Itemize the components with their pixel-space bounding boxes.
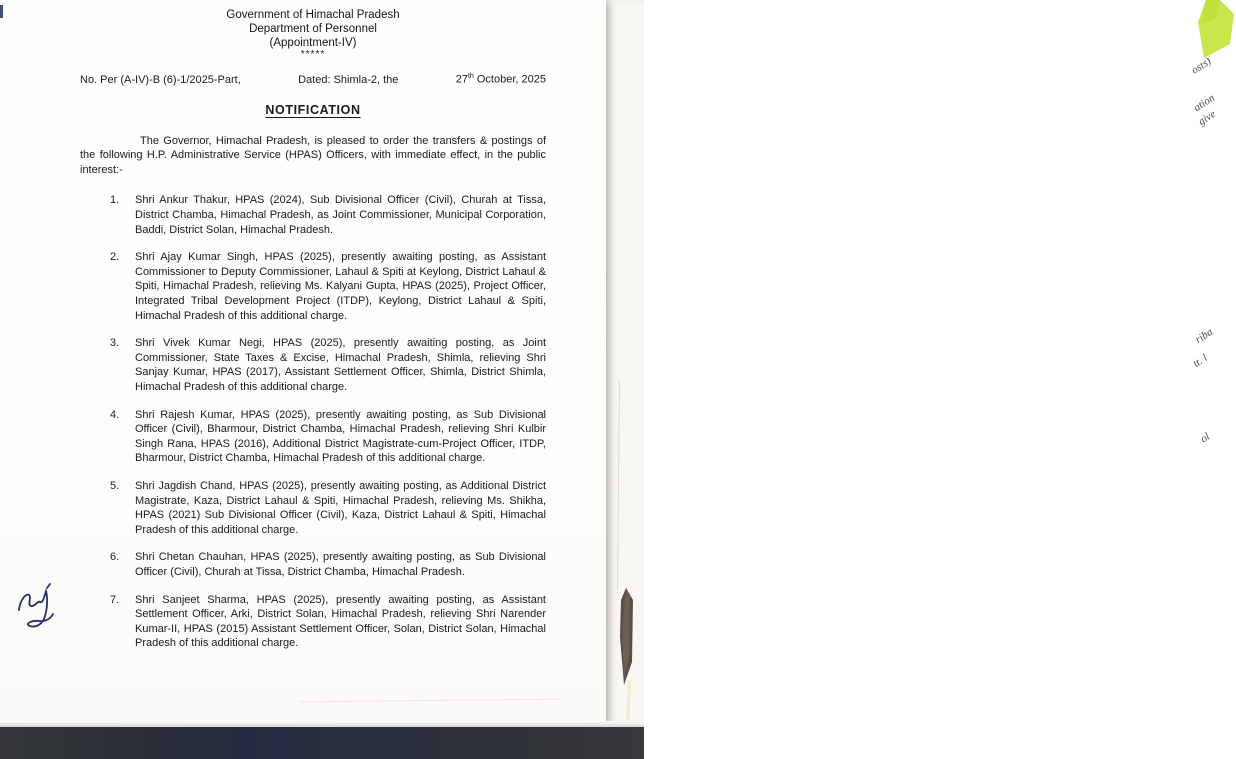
page-behind-text-fragment: riba: [1193, 325, 1216, 347]
page-behind-text-fragment: give: [1196, 107, 1219, 129]
page-behind-text-fragment: ation: [1191, 91, 1218, 115]
list-item-text: Shri Ajay Kumar Singh, HPAS (2025), presently awaiting posting, as Assistant Commissioner to Deputy Commissioner, Lahaul & Spiti at Keylong, District Lahaul & Spiti, Himachal Pradesh, relieving Ms. Kalyani Gupta, HPAS (2025), Project Officer, Integrated Tribal Development Project (ITDP), Keylong, District Lahaul & Spiti, Himachal Pradesh of this additional charge.: [135, 251, 546, 322]
list-item-text: Shri Ankur Thakur, HPAS (2024), Sub Divisional Officer (Civil), Churah at Tissa, District Chamba, Himachal Pradesh, as Joint Commissioner, Municipal Corporation, Baddi, District Solan, Himachal Pradesh.: [135, 194, 546, 236]
signature-ink: [12, 580, 66, 638]
list-item: [80, 593, 546, 651]
list-item: [80, 193, 546, 237]
desk-surface: [0, 727, 644, 759]
document-body: [80, 8, 546, 664]
notification-heading-wrap: [80, 101, 546, 119]
list-item-number: 1.: [110, 194, 120, 207]
list-item: [80, 550, 546, 579]
page-bottom-shadow: [300, 699, 560, 707]
notification-heading: NOTIFICATION: [265, 102, 361, 117]
list-item-number: 4.: [110, 408, 120, 421]
org-title: Government of Himachal Pradesh: [226, 9, 400, 21]
section-title: (Appointment-IV): [269, 37, 357, 49]
corner-mark: [0, 5, 3, 18]
sticky-tab: [1196, 0, 1236, 62]
list-item-number: 2.: [110, 251, 120, 264]
list-item-text: Shri Vivek Kumar Negi, HPAS (2025), presently awaiting posting, as Joint Commissioner, State Taxes & Excise, Himachal Pradesh, Shimla, relieving Shri Sanjay Kumar, HPAS (2017), Assistant Settlement Officer, Shimla, District Shimla, Himachal Pradesh of this additional charge.: [135, 337, 546, 393]
page-behind-text-fragment: ol: [1198, 430, 1213, 446]
page-behind-text-fragment: tt. l: [1190, 351, 1210, 371]
list-item-text: Shri Chetan Chauhan, HPAS (2025), presently awaiting posting, as Sub Divisional Officer (Civil), Churah at Tissa, District Chamba, Himachal Pradesh.: [135, 551, 546, 578]
list-item-number: 5.: [110, 479, 120, 492]
list-item-text: Shri Jagdish Chand, HPAS (2025), presently awaiting posting, as Additional District Magistrate, Kaza, District Lahaul & Spiti, Himachal Pradesh, relieving Ms. Shikha, HPAS (2021) Sub Divisional Officer (Civil), Kaza, District Lahaul & Spiti, Himachal Pradesh of this additional charge.: [135, 479, 546, 536]
list-item-number: 6.: [110, 551, 120, 564]
dated-label: Dated: Shimla-2, the: [298, 73, 399, 86]
intro-paragraph: The Governor, Himachal Pradesh, is pleased to order the transfers & postings of the following H.P. Administrative Service (HPAS) Officers, with immediate effect, in the public interest:-: [80, 134, 546, 176]
list-item-number: 7.: [110, 593, 120, 606]
list-item: [80, 479, 546, 537]
page-gap-shadow: [618, 582, 638, 692]
reference-line: [80, 73, 546, 86]
transfer-list: [80, 193, 546, 650]
list-item-text: Shri Rajesh Kumar, HPAS (2025), presently awaiting posting, as Sub Divisional Officer (Civil), Bharmour, District Chamba, Himachal Pradesh, relieving Shri Kulbir Singh Rana, HPAS (2016), Additional District Magistrate-cum-Project Officer, ITDP, Bharmour, District Chamba, Himachal Pradesh of this additional charge.: [135, 408, 546, 465]
page-behind-text-fragment: osts): [1189, 55, 1214, 77]
divider-stars: *****: [300, 49, 326, 60]
list-item-number: 3.: [110, 337, 120, 350]
date-value: 27th October, 2025: [455, 73, 546, 86]
reference-number: No. Per (A-IV)-B (6)-1/2025-Part,: [80, 73, 241, 86]
list-item-text: Shri Sanjeet Sharma, HPAS (2025), presently awaiting posting, as Assistant Settlement Officer, Arki, District Solan, Himachal Pradesh, relieving Shri Narender Kumar-II, HPAS (2015) Assistant Settlement Officer, Solan, District Solan, Himachal Pradesh of this additional charge.: [135, 593, 546, 650]
department-title: Department of Personnel: [249, 23, 377, 35]
list-item: [80, 408, 546, 466]
list-item: [80, 250, 546, 323]
list-item: [80, 336, 546, 394]
document-page: [0, 0, 606, 726]
